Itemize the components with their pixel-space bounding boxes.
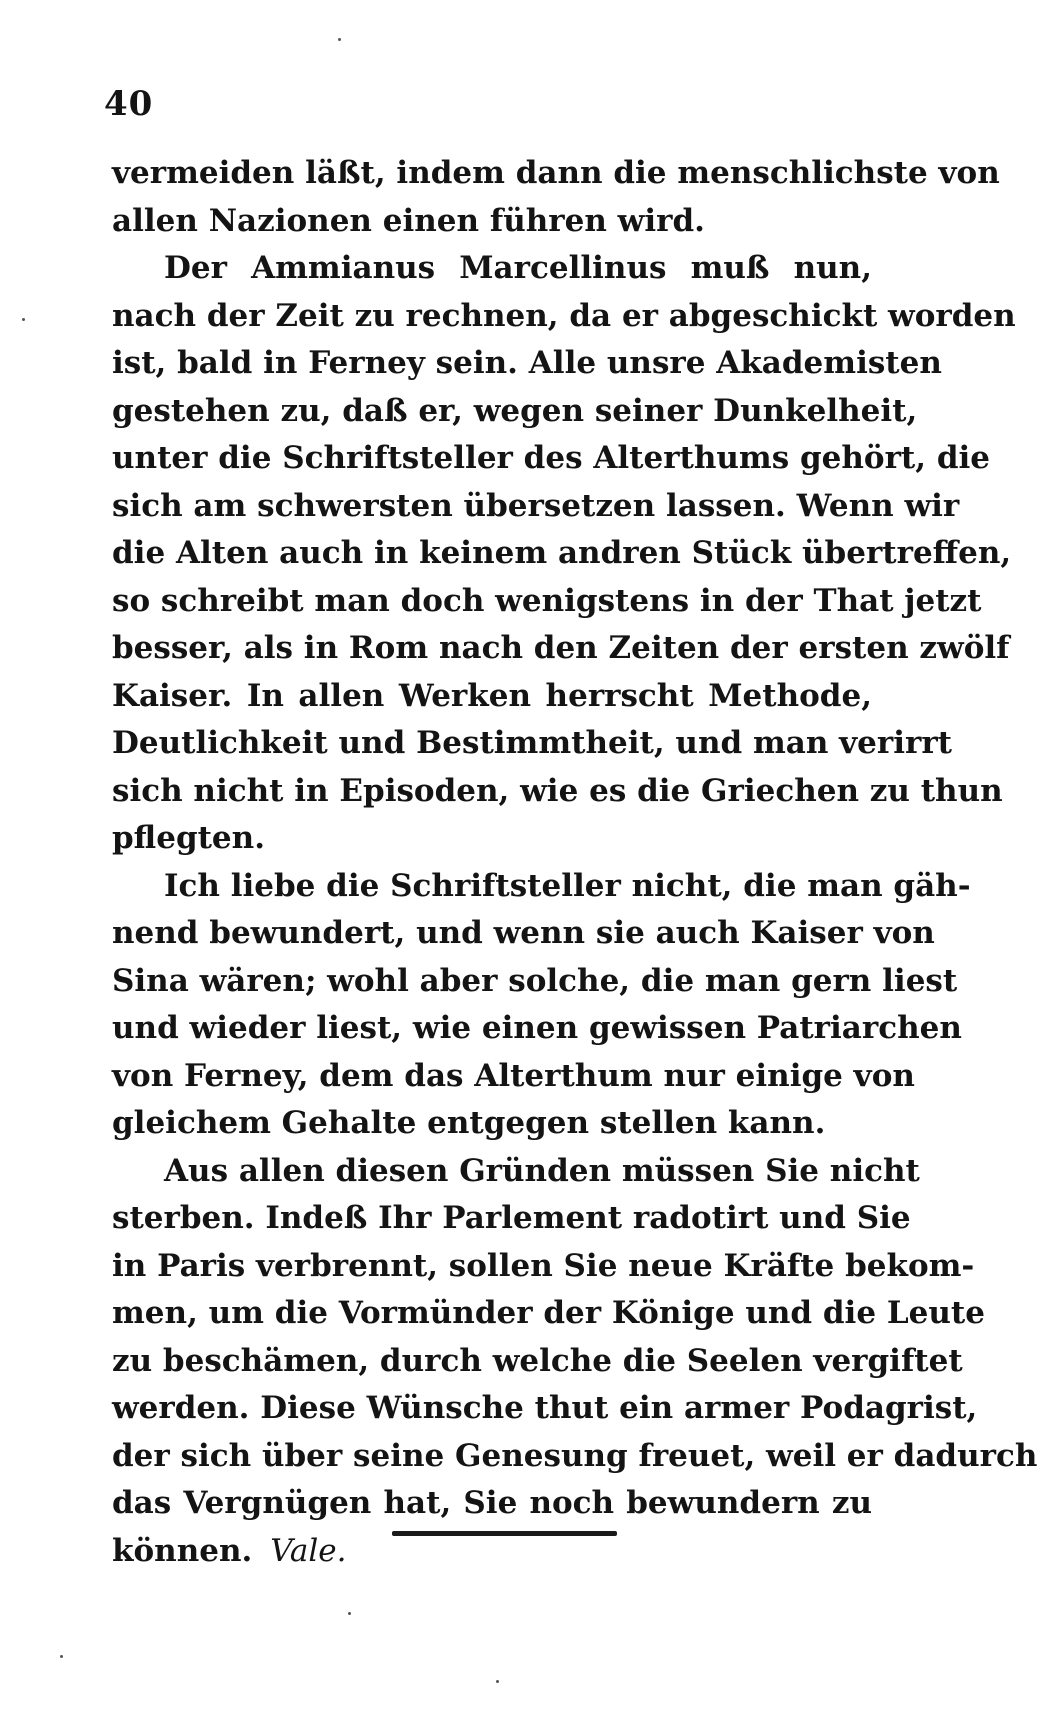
text-line: unter die Schriftsteller des Alterthums gehört, die <box>112 440 990 476</box>
paper-speck <box>60 1655 63 1658</box>
page-number: 40 <box>104 84 154 124</box>
text-line: sich am schwersten übersetzen lassen. Wenn wir <box>112 487 960 524</box>
text-line: sterben. Indeß Ihr Parlement radotirt und Sie <box>112 1200 911 1236</box>
text-line: vermeiden läßt, indem dann die menschlichste von <box>112 155 1000 191</box>
text-line: werden. Diese Wünsche thut ein armer Podagrist, <box>112 1390 978 1426</box>
text-line: der sich über seine Genesung freuet, weil er dadurch <box>112 1437 1037 1474</box>
text-line: Kaiser. In allen Werken herrscht Methode, <box>112 677 872 714</box>
final-word: können. <box>112 1532 253 1569</box>
text-line: nend bewundert, und wenn sie auch Kaiser von <box>112 915 935 951</box>
text-line: Der Ammianus Marcellinus muß nun, <box>164 250 872 286</box>
text-line: gleichem Gehalte entgegen stellen kann. <box>112 1105 826 1141</box>
text-line: men, um die Vormünder der Könige und die Leute <box>112 1295 985 1331</box>
text-line: besser, als in Rom nach den Zeiten der ersten zwölf <box>112 630 1010 666</box>
text-line: nach der Zeit zu rechnen, da er abgeschickt worden <box>112 297 1016 334</box>
text-line: Aus allen diesen Gründen müssen Sie nicht <box>164 1152 920 1189</box>
text-line: Sina wären; wohl aber solche, die man gern liest <box>112 962 958 999</box>
paper-speck <box>496 1680 499 1683</box>
text-line: pflegten. <box>112 820 265 856</box>
paper-speck <box>338 38 341 41</box>
text-line: allen Nazionen einen führen wird. <box>112 202 705 239</box>
text-line: zu beschämen, durch welche die Seelen vergiftet <box>112 1342 963 1379</box>
closing-salutation: Vale. <box>270 1532 347 1569</box>
text-line: ist, bald in Ferney sein. Alle unsre Akademisten <box>112 345 942 381</box>
text-line: sich nicht in Episoden, wie es die Griechen zu thun <box>112 772 1003 809</box>
text-line: Ich liebe die Schriftsteller nicht, die man gäh- <box>164 867 971 904</box>
text-line: Deutlichkeit und Bestimmtheit, und man verirrt <box>112 725 952 761</box>
text-line: gestehen zu, daß er, wegen seiner Dunkelheit, <box>112 392 918 429</box>
text-line: das Vergnügen hat, Sie noch bewundern zu <box>112 1485 872 1521</box>
text-line: und wieder liest, wie einen gewissen Patriarchen <box>112 1010 962 1046</box>
text-line: die Alten auch in keinem andren Stück übertreffen, <box>112 535 1012 571</box>
body-text <box>112 150 1037 1575</box>
paper-speck <box>22 318 25 321</box>
text-line: in Paris verbrennt, sollen Sie neue Kräfte bekom- <box>112 1247 975 1284</box>
end-rule-divider <box>392 1531 617 1536</box>
paper-speck <box>348 1612 351 1615</box>
text-line: von Ferney, dem das Alterthum nur einige von <box>112 1057 915 1094</box>
text-line: so schreibt man doch wenigstens in der That jetzt <box>112 582 982 619</box>
